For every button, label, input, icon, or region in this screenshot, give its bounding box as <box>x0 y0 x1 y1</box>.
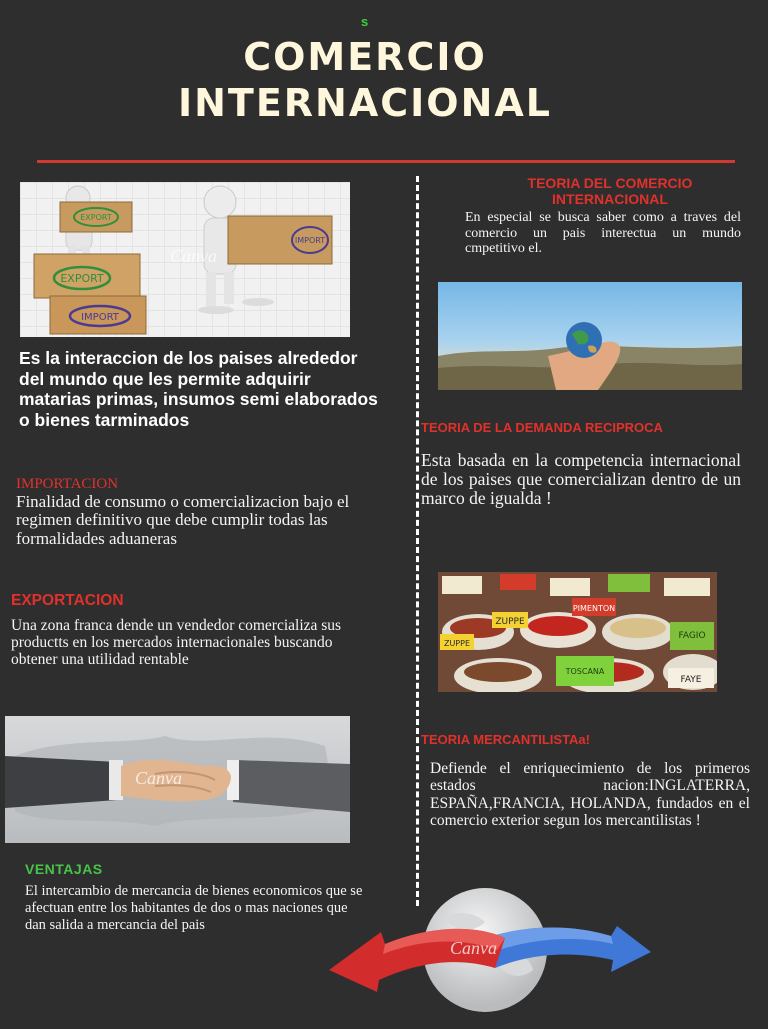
teoria-mercantilista-heading: TEORIA MERCANTILISTAa! <box>421 732 590 747</box>
box-label-import: IMPORT <box>294 236 326 245</box>
canva-watermark: Canva <box>170 246 217 266</box>
exportacion-heading: EXPORTACION <box>11 592 124 609</box>
canva-watermark: Canva <box>135 768 182 788</box>
teoria-comercio-text: En especial se busca saber como a traves del comercio un pais interectua un mundo cmpetitivo el. <box>465 210 741 256</box>
canva-watermark: Canva <box>450 938 497 958</box>
market-sign: FAYE <box>680 675 702 685</box>
ventajas-text: El intercambio de mercancia de bienes economicos que se afectuan entre los habitantes de dos o mas naciones que dan salida a mercancia del pais <box>25 883 363 933</box>
exportacion-text: Una zona franca dende un vendedor comercializa sus productts en los mercados internacionales buscando obtener una utilidad rentable <box>11 617 342 669</box>
handshake-photo <box>5 716 350 843</box>
box-label-export1: EXPORT <box>80 213 112 222</box>
ventajas-heading: VENTAJAS <box>25 861 103 877</box>
market-sign: PIMENTON <box>572 604 616 613</box>
definition-text: Es la interaccion de los paises alrededor del mundo que les permite adquirir matarias primas, insumos semi elaborados o bienes tarminados <box>19 348 378 430</box>
page-title-line2: INTERNACIONAL <box>177 81 553 125</box>
market-sign: ZUPPE <box>495 617 525 627</box>
page-title-line1: COMERCIO <box>243 35 487 79</box>
box-label-export2: EXPORT <box>60 272 104 285</box>
globe-hand-photo <box>438 282 742 390</box>
market-sign: TOSCANA <box>565 667 605 676</box>
teoria-demanda-heading: TEORIA DE LA DEMANDA RECIPROCA <box>421 420 663 435</box>
importacion-heading: IMPORTACION <box>16 476 119 492</box>
box-label-import2: IMPORT <box>81 312 119 323</box>
title-divider <box>37 160 735 163</box>
market-sign: ZUPPE <box>443 639 471 648</box>
market-sign: FAGIO <box>678 631 706 641</box>
import-export-photo <box>20 182 350 337</box>
market-photo <box>438 572 717 692</box>
teoria-comercio-heading <box>420 175 768 207</box>
column-divider <box>416 176 419 906</box>
header-mark: s <box>361 14 369 29</box>
teoria-comercio-heading-line2: INTERNACIONAL <box>552 191 668 207</box>
teoria-comercio-heading-line1: TEORIA DEL COMERCIO <box>527 175 693 191</box>
globe-arrows-graphic <box>325 888 655 1024</box>
importacion-text: Finalidad de consumo o comercializacion bajo el regimen definitivo que debe cumplir todas las formalidades aduaneras <box>16 492 350 548</box>
teoria-demanda-text: Esta basada en la competencia internacional de los paises que comercializan dentro de un marco de igualda ! <box>421 450 741 508</box>
teoria-mercantilista-text: Defiende el enriquecimiento de los primeros estados nacion:INGLATERRA, ESPAÑA,FRANCIA, HOLANDA, fundados en el comercio exterior segun los mercantilistas ! <box>430 760 750 829</box>
